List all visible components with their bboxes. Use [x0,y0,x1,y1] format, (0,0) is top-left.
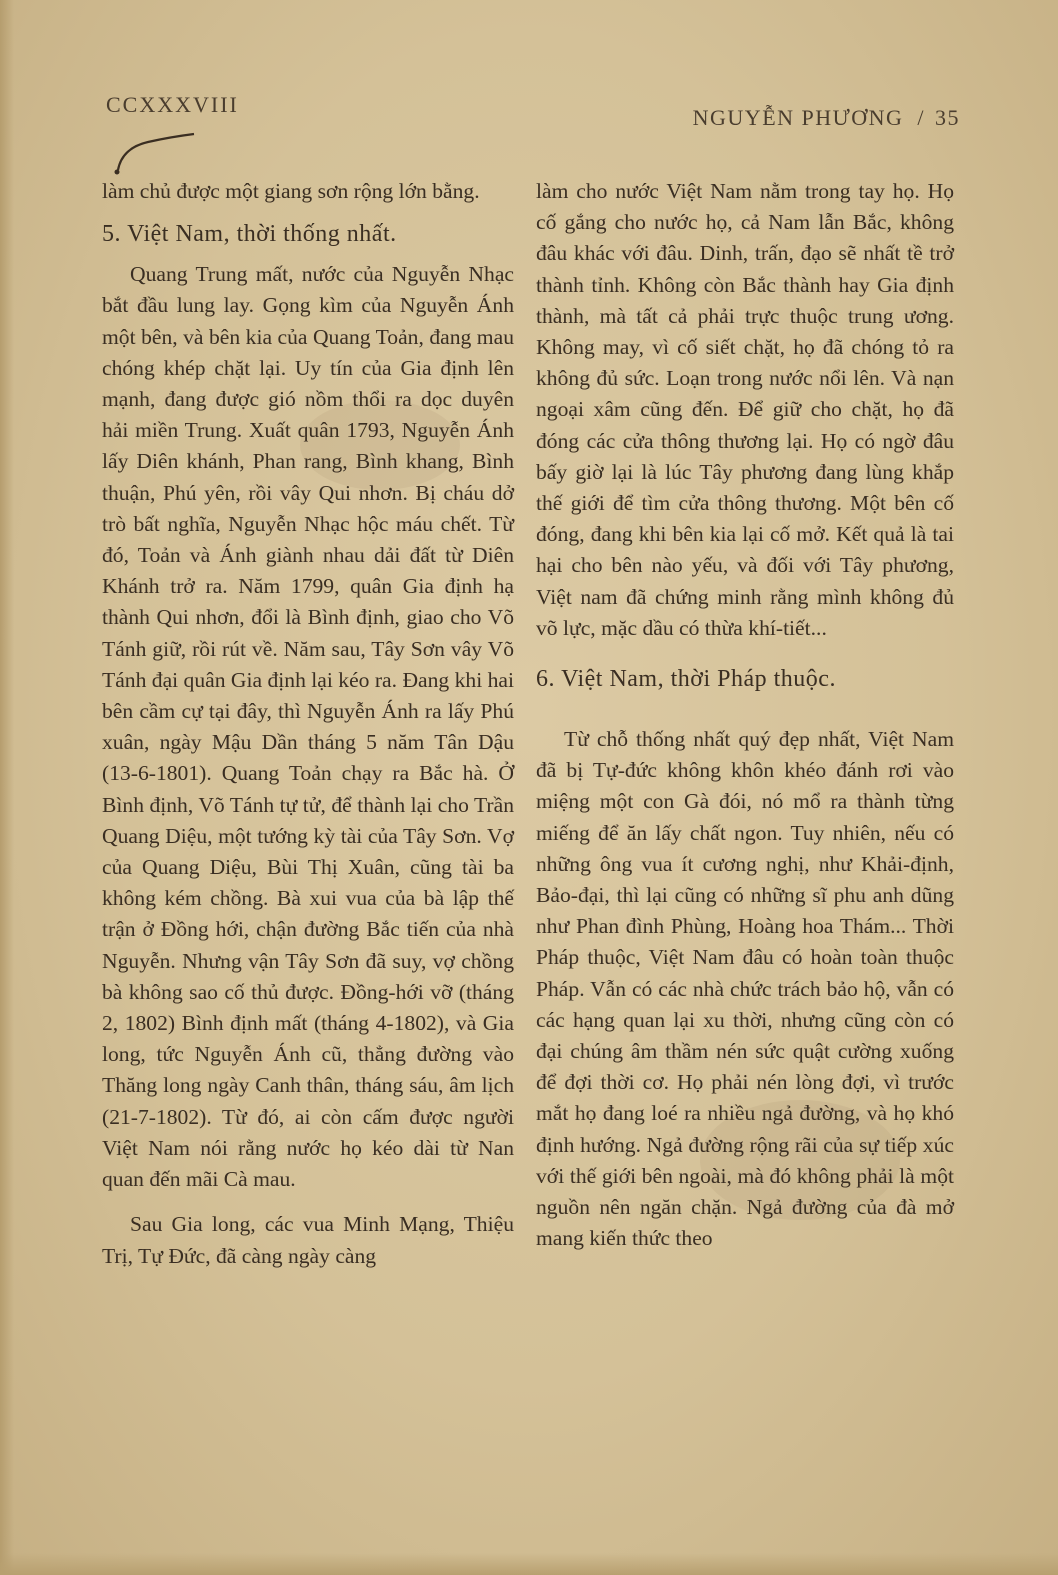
paragraph: Từ chỗ thống nhất quý đẹp nhất, Việt Nam đã bị Tự-đức không khôn khéo đánh rơi vào miệng một con Gà đói, nó mổ ra thành từng miếng để ăn lấy chất ngon. Tuy nhiên, nếu có những ông vua ít cương nghị, như Khải-định, Bảo-đại, thì lại cũng có những sĩ phu anh dũng như Phan đình Phùng, Hoàng hoa Thám... Thời Pháp thuộc, Việt Nam đâu có hoàn toàn thuộc Pháp. Vẫn có các nhà chức trách bảo hộ, vẫn có các hạng quan lại xu thời, nhưng cũng còn có đại chúng âm thầm nén sức quật cường xuống để đợi thời cơ. Họ phải nén lòng đợi, vì trước mắt họ đang loé ra nhiều ngả đường, và họ khó định hướng. Ngả đường rộng rãi của sự tiếp xúc với thế giới bên ngoài, mà đó không phải là một nguồn nên ngăn chặn. Ngả đường của đà mở mang kiến thức theo [536,727,954,1251]
header-author: NGUYỄN PHƯƠNG [692,105,904,130]
paragraph: Sau Gia long, các vua Minh Mạng, Thiệu Trị, Tự Đức, đã càng ngày càng [102,1212,514,1268]
text-column-left [102,176,514,1272]
text-column-right [536,176,954,1255]
page-bottom-shadow [0,1553,1058,1575]
section-heading: 5. Việt Nam, thời thống nhất. [102,221,397,248]
paragraph: Quang Trung mất, nước của Nguyễn Nhạc bắt đầu lung lay. Gọng kìm của Nguyễn Ánh một bên, và bên kia của Quang Toản, đang mau chóng khép chặt lại. Uy tín của Gia định lên mạnh, đang được gió nồm thổi ra dọc duyên hải miền Trung. Xuất quân 1793, Nguyễn Ánh lấy Diên khánh, Phan rang, Bình khang, Bình thuận, Phú yên, rồi vây Qui nhơn. Bị cháu dở trò bất nghĩa, Nguyễn Nhạc hộc máu chết. Từ đó, Toản và Ánh giành nhau dải đất từ Diên Khánh trở ra. Năm 1799, quân Gia định hạ thành Qui nhơn, đổi là Bình định, giao cho Võ Tánh giữ, rồi rút về. Năm sau, Tây Sơn vây Võ Tánh đại quân Gia định lại kéo ra. Đang khi hai bên cầm cự tại đây, thì Nguyễn Ánh ra lấy Phú xuân, ngày Mậu Dần tháng 5 năm Tân Dậu (13-6-1801). Quang Toản chạy ra Bắc hà. Ở Bình định, Võ Tánh tự tử, để thành lại cho Trần Quang Diệu, một tướng kỳ tài của Tây Sơn. Vợ của Quang Diệu, Bùi Thị Xuân, cũng tài ba không kém chồng. Bà xui vua của bà lập thế trận ở Đồng hới, chận đường Bắc tiến của nhà Nguyễn. Nhưng vận Tây Sơn đã suy, vợ chồng bà không sao cố thủ được. Đồng-hới vỡ (tháng 2, 1802) Bình định mất (tháng 4-1802), và Gia long, tức Nguyễn Ánh cũ, thẳng đường vào Thăng long ngày Canh thân, tháng sáu, âm lịch (21-7-1802). Từ đó, ai còn cấm được người Việt Nam nói rằng nước họ kéo dài từ Nan quan đến mãi Cà mau. [102,262,514,1192]
header-separator: / [917,105,925,130]
paragraph: làm chủ được một giang sơn rộng lớn bằng. [102,179,480,203]
running-header-right [693,105,960,131]
running-header-left: CCXXXVIII [106,92,239,117]
page-number: 35 [935,105,960,130]
section-heading: 6. Việt Nam, thời Pháp thuộc. [536,666,836,693]
paragraph: làm cho nước Việt Nam nằm trong tay họ. Họ cố gắng cho nước họ, cả Nam lẫn Bắc, không đâu khác với đâu. Dinh, trấn, đạo sẽ nhất tề trở thành tỉnh. Không còn Bắc thành hay Gia định thành, mà tất cả phải trực thuộc trung ương. Không may, vì cố siết chặt, họ đã chóng tỏ ra không đủ sức. Loạn trong nước nổi lên. Và nạn ngoại xâm cũng đến. Để giữ cho chặt, họ đã đóng các cửa thông thương lại. Họ có ngờ đâu bấy giờ lại là lúc Tây phương đang lùng khắp thế giới để tìm cửa thông thương. Một bên cố đóng, đang khi bên kia lại cố mở. Kết quả là tai hại cho bên nào yếu, và đối với Tây phương, Việt nam đã chứng minh rằng mình không đủ võ lực, mặc dầu có thừa khí-tiết... [536,179,954,640]
pen-mark-icon [108,128,208,178]
page-edge-shadow [0,0,14,1575]
